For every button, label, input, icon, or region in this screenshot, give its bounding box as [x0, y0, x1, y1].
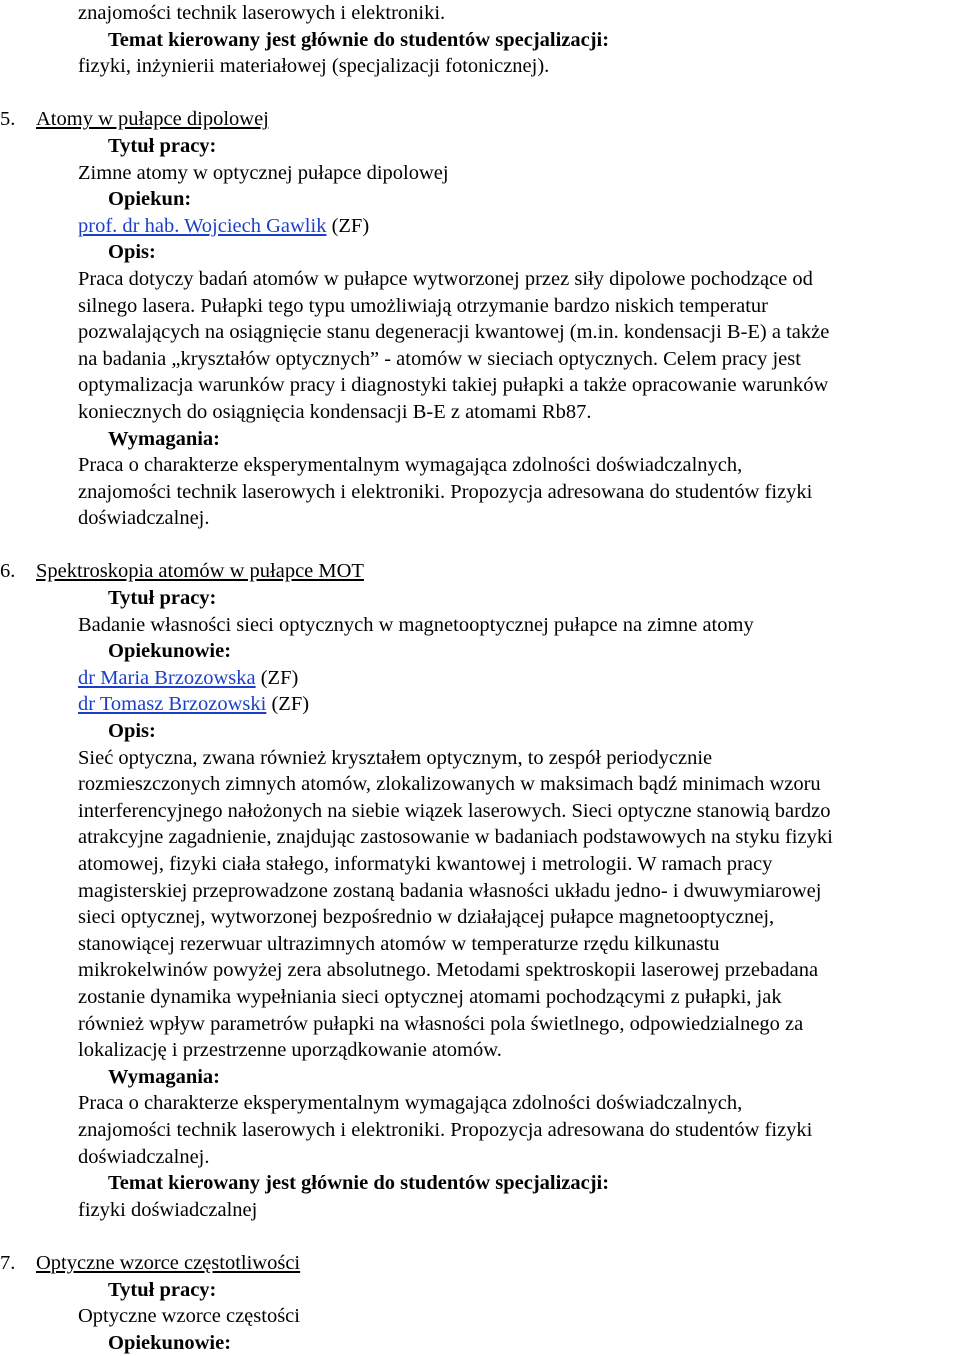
title-value: Optyczne wzorce częstości [78, 1305, 300, 1328]
topic-heading [0, 558, 960, 585]
supervisor-unit: (ZF) [266, 693, 310, 716]
supervisor-unit: (ZF) [255, 666, 299, 689]
requirements-block [0, 1090, 960, 1170]
supervisor-link[interactable]: dr Maria Brzozowska [78, 666, 256, 689]
supervisor-link[interactable]: dr Tomasz Brzozowski [78, 693, 267, 716]
description-block [0, 745, 960, 1064]
requirements-block [0, 452, 960, 532]
text-line: optymalizacja warunków pracy i diagnostyki takiej pułapki a także opracowanie warunków [78, 374, 829, 397]
supervisor-label: Opiekun: [108, 188, 192, 211]
topic-heading [0, 1250, 960, 1277]
title-label: Tytuł pracy: [108, 587, 217, 610]
topic-number: 7. [0, 1251, 16, 1274]
text-line: sieci optycznej, wytworzonej bezpośrednio w działającej pułapce magnetooptycznej, [78, 906, 775, 929]
text-line: interferencyjnego nałożonych na siebie wiązek laserowych. Sieci optyczne stanowią bardzo [78, 799, 831, 822]
supervisor-line [0, 691, 960, 718]
target-value: fizyki doświadczalnej [78, 1198, 258, 1221]
topic-heading-link[interactable]: Atomy w pułapce dipolowej [36, 108, 269, 131]
text-line: atrakcyjne zagadnienie, znajdując zastosowanie w badaniach podstawowych na styku fizyki [78, 826, 833, 849]
topic-heading-link[interactable]: Optyczne wzorce częstotliwości [36, 1251, 301, 1274]
description-block [0, 266, 960, 426]
topic-heading-link[interactable]: Spektroskopia atomów w pułapce MOT [36, 560, 364, 583]
topic-number: 6. [0, 560, 16, 583]
text-line: rozmieszczonych zimnych atomów, zlokalizowanych w maksimach bądź minimach wzoru [78, 773, 821, 796]
topic-number: 5. [0, 108, 16, 131]
supervisor-line [0, 665, 960, 692]
text-line: silnego lasera. Pułapki tego typu umożliwiają otrzymanie bardzo niskich temperatur [78, 294, 768, 317]
text-line: lokalizację i przestrzenne uporządkowanie atomów. [78, 1039, 502, 1062]
text-line: zostanie dynamika wypełniania sieci optycznej atomami pochodzącymi z pułapki, jak [78, 985, 782, 1008]
title-label: Tytuł pracy: [108, 1278, 217, 1301]
text-line: również wpływ parametrów pułapki na własności pola świetlnego, odpowiedzialnego za [78, 1012, 804, 1035]
text-line: pozwalających na osiągnięcie stanu degeneracji kwantowej (m.in. kondensacji B-E) a także [78, 321, 830, 344]
text-line: Sieć optyczna, zwana również kryształem optycznym, to zespół periodycznie [78, 746, 713, 769]
title-label: Tytuł pracy: [108, 134, 217, 157]
supervisor-unit: (ZF) [326, 214, 370, 237]
text-line: doświadczalnej. [78, 1145, 210, 1168]
requirements-label: Wymagania: [108, 1065, 220, 1088]
text-line: koniecznych do osiągnięcia kondensacji B-E z atomami Rb87. [78, 400, 592, 423]
supervisor-link[interactable]: prof. dr hab. Wojciech Gawlik [78, 214, 327, 237]
target-value: fizyki, inżynierii materiałowej (specjalizacji fotonicznej). [78, 55, 550, 78]
target-label: Temat kierowany jest głównie do studentów specjalizacji: [108, 1172, 610, 1195]
text-line: na badania „kryształów optycznych” - atomów w sieciach optycznych. Celem pracy jest [78, 347, 801, 370]
supervisors-label: Opiekunowie: [108, 1331, 232, 1354]
text-line: Praca o charakterze eksperymentalnym wymagająca zdolności doświadczalnych, [78, 454, 743, 477]
text-line: Praca dotyczy badań atomów w pułapce wytworzonej przez siły dipolowe pochodzące od [78, 267, 813, 290]
text-line: znajomości technik laserowych i elektroniki. [78, 2, 446, 24]
text-line: mikrokelwinów powyżej zera absolutnego. Metodami spektroskopii laserowej przebadana [78, 959, 819, 982]
text-line: stanowiącej rezerwuar ultrazimnych atomów w temperaturze rzędu kilkunastu [78, 932, 720, 955]
text-line: znajomości technik laserowych i elektroniki. Propozycja adresowana do studentów fizyki [78, 480, 813, 503]
description-label: Opis: [108, 241, 156, 264]
title-value: Zimne atomy w optycznej pułapce dipolowej [78, 161, 449, 184]
topic-heading [0, 106, 960, 133]
text-line: znajomości technik laserowych i elektroniki. Propozycja adresowana do studentów fizyki [78, 1118, 813, 1141]
target-label: Temat kierowany jest głównie do studentów specjalizacji: [108, 28, 610, 51]
text-line: atomowej, fizyki ciała stałego, informatyki kwantowej i metrologii. W ramach pracy [78, 853, 773, 875]
description-label: Opis: [108, 720, 156, 743]
text-line: Praca o charakterze eksperymentalnym wymagająca zdolności doświadczalnych, [78, 1092, 743, 1115]
supervisor-line [0, 213, 960, 240]
text-line: doświadczalnej. [78, 507, 210, 530]
supervisors-label: Opiekunowie: [108, 640, 232, 663]
text-line: magisterskiej przeprowadzone zostaną badania własności układu jedno- i dwuwymiarowej [78, 879, 822, 902]
title-value: Badanie własności sieci optycznych w magnetooptycznej pułapce na zimne atomy [78, 613, 754, 636]
requirements-label: Wymagania: [108, 427, 220, 450]
